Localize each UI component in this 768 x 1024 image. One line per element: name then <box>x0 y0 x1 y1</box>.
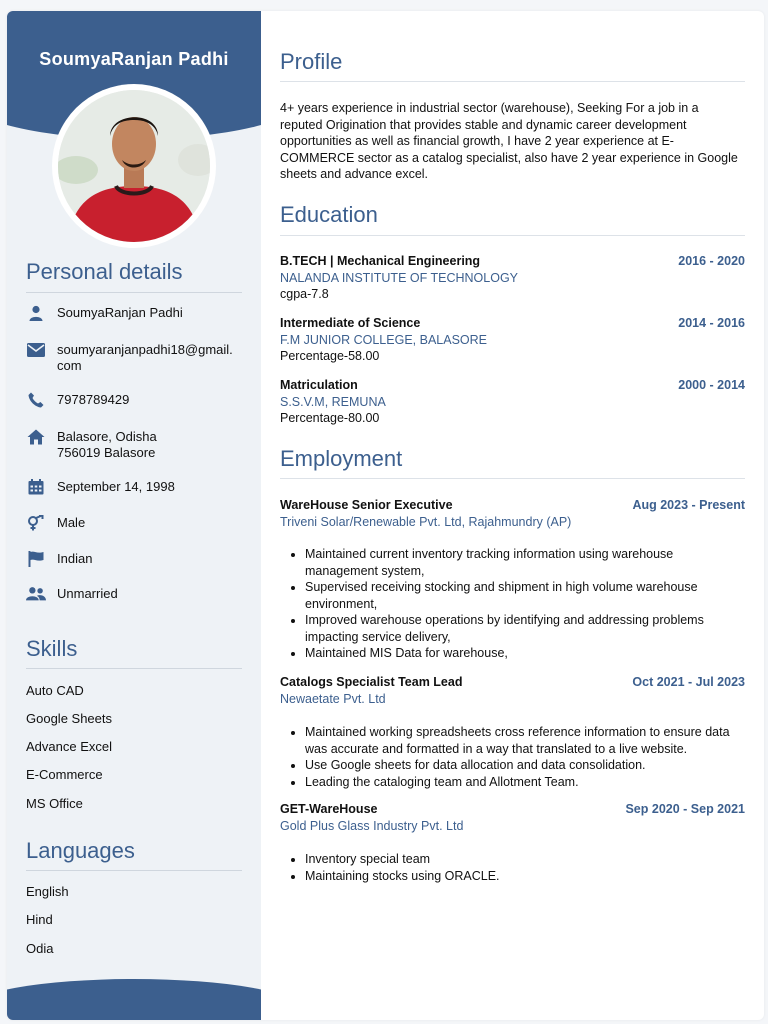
user-icon <box>26 305 46 321</box>
skill-item: E-Commerce <box>26 767 103 782</box>
divider <box>26 870 242 871</box>
flag-icon <box>26 551 46 567</box>
sidebar <box>7 11 261 1020</box>
candidate-name: SoumyaRanjan Padhi <box>39 49 229 69</box>
detail-email <box>26 342 233 374</box>
profile-heading: Profile <box>280 49 343 74</box>
bullet-item: • Supervised receiving stocking and shipment in high volume warehouse environment, <box>305 579 745 612</box>
languages-heading: Languages <box>26 838 135 863</box>
detail-birthdate <box>26 479 175 495</box>
entry-organization: Triveni Solar/Renewable Pvt. Ltd, Rajahmundry (AP) <box>280 514 572 529</box>
entry-title: Matriculation <box>280 378 358 392</box>
language-item: Odia <box>26 941 54 956</box>
entry-title: B.TECH | Mechanical Engineering <box>280 254 481 268</box>
entry-organization: F.M JUNIOR COLLEGE, BALASORE <box>280 332 487 347</box>
entry-title: WareHouse Senior Executive <box>280 498 453 512</box>
employment-entry <box>280 497 745 530</box>
detail-text: Indian <box>57 551 93 566</box>
detail-marital-status <box>26 586 118 602</box>
detail-gender <box>26 515 85 531</box>
detail-text: Male <box>57 515 86 530</box>
detail-address <box>26 429 157 461</box>
education-entry <box>280 315 745 365</box>
entry-dates: Oct 2021 - Jul 2023 <box>632 675 745 689</box>
detail-text: soumyaranjanpadhi18@gmail. com <box>57 342 233 373</box>
language-item: English <box>26 884 69 899</box>
entry-dates: Aug 2023 - Present <box>632 498 745 512</box>
bullet-item: • Use Google sheets for data allocation and data consolidation. <box>305 757 745 774</box>
education-heading: Education <box>280 202 378 227</box>
detail-text: Balasore, Odisha 756019 Balasore <box>57 429 157 460</box>
resume-page <box>7 11 764 1020</box>
entry-dates: 2000 - 2014 <box>678 378 745 392</box>
calendar-icon <box>26 479 46 495</box>
skill-item: Google Sheets <box>26 711 113 726</box>
home-icon <box>26 429 46 445</box>
education-entry <box>280 377 745 427</box>
skill-item: MS Office <box>26 796 83 811</box>
employment-entry <box>280 801 745 834</box>
bullet-item: • Maintained MIS Data for warehouse, <box>305 645 745 662</box>
language-item: Hind <box>26 912 53 927</box>
entry-organization: Gold Plus Glass Industry Pvt. Ltd <box>280 818 464 833</box>
personal-details-heading: Personal details <box>26 259 183 284</box>
skill-item: Advance Excel <box>26 739 112 754</box>
entry-note: Percentage-58.00 <box>280 349 380 363</box>
bullet-item: • Maintained working spreadsheets cross reference information to ensure data was accurate and formatted in a way that translated to a live website. <box>305 724 745 757</box>
skill-item: Auto CAD <box>26 683 84 698</box>
divider <box>26 668 242 669</box>
profile-summary: 4+ years experience in industrial sector (warehouse), Seeking For a job in a reputed Origination that provides stable and dynamic career development opportunities as well as financial growth, I have 2 year experience at E-COMMERCE sector as a catalog specialist, also have 2 year experience in Google sheets and advance excel. <box>280 101 738 181</box>
sidebar-footer-band <box>7 979 261 1020</box>
divider <box>280 235 745 236</box>
skills-heading: Skills <box>26 636 78 661</box>
divider <box>26 292 242 293</box>
entry-organization: NALANDA INSTITUTE OF TECHNOLOGY <box>280 270 519 285</box>
entry-organization: Newaetate Pvt. Ltd <box>280 691 386 706</box>
detail-text: Unmarried <box>57 586 118 601</box>
bullet-item: • Inventory special team <box>305 851 745 868</box>
divider <box>280 478 745 479</box>
employment-bullets <box>280 546 745 662</box>
detail-nationality <box>26 551 92 567</box>
envelope-icon <box>26 342 46 358</box>
entry-note: Percentage-80.00 <box>280 411 380 425</box>
education-entry <box>280 253 745 303</box>
detail-name <box>26 305 183 321</box>
employment-entry <box>280 674 745 707</box>
employment-heading: Employment <box>280 446 403 471</box>
detail-text: 7978789429 <box>57 392 130 407</box>
entry-dates: 2014 - 2016 <box>678 316 745 330</box>
bullet-item: • Maintaining stocks using ORACLE. <box>305 868 745 885</box>
entry-note: cgpa-7.8 <box>280 287 329 301</box>
employment-bullets <box>280 851 745 884</box>
divider <box>280 81 745 82</box>
gender-icon <box>26 515 46 531</box>
entry-dates: Sep 2020 - Sep 2021 <box>625 802 745 816</box>
bullet-item: • Maintained current inventory tracking information using warehouse management system, <box>305 546 745 579</box>
entry-title: Intermediate of Science <box>280 316 421 330</box>
portrait-image <box>58 90 210 242</box>
phone-icon <box>26 392 46 408</box>
detail-text: SoumyaRanjan Padhi <box>57 305 183 320</box>
profile-photo <box>52 84 216 248</box>
entry-dates: 2016 - 2020 <box>678 254 745 268</box>
employment-bullets <box>280 724 745 790</box>
bullet-item: • Leading the cataloging team and Allotment Team. <box>305 774 745 791</box>
detail-phone <box>26 392 129 408</box>
entry-title: Catalogs Specialist Team Lead <box>280 675 463 689</box>
entry-organization: S.S.V.M, REMUNA <box>280 394 386 409</box>
users-icon <box>26 586 46 602</box>
entry-title: GET-WareHouse <box>280 802 378 816</box>
bullet-item: • Improved warehouse operations by identifying and addressing problems impacting service delivery, <box>305 612 745 645</box>
detail-text: September 14, 1998 <box>57 479 175 494</box>
